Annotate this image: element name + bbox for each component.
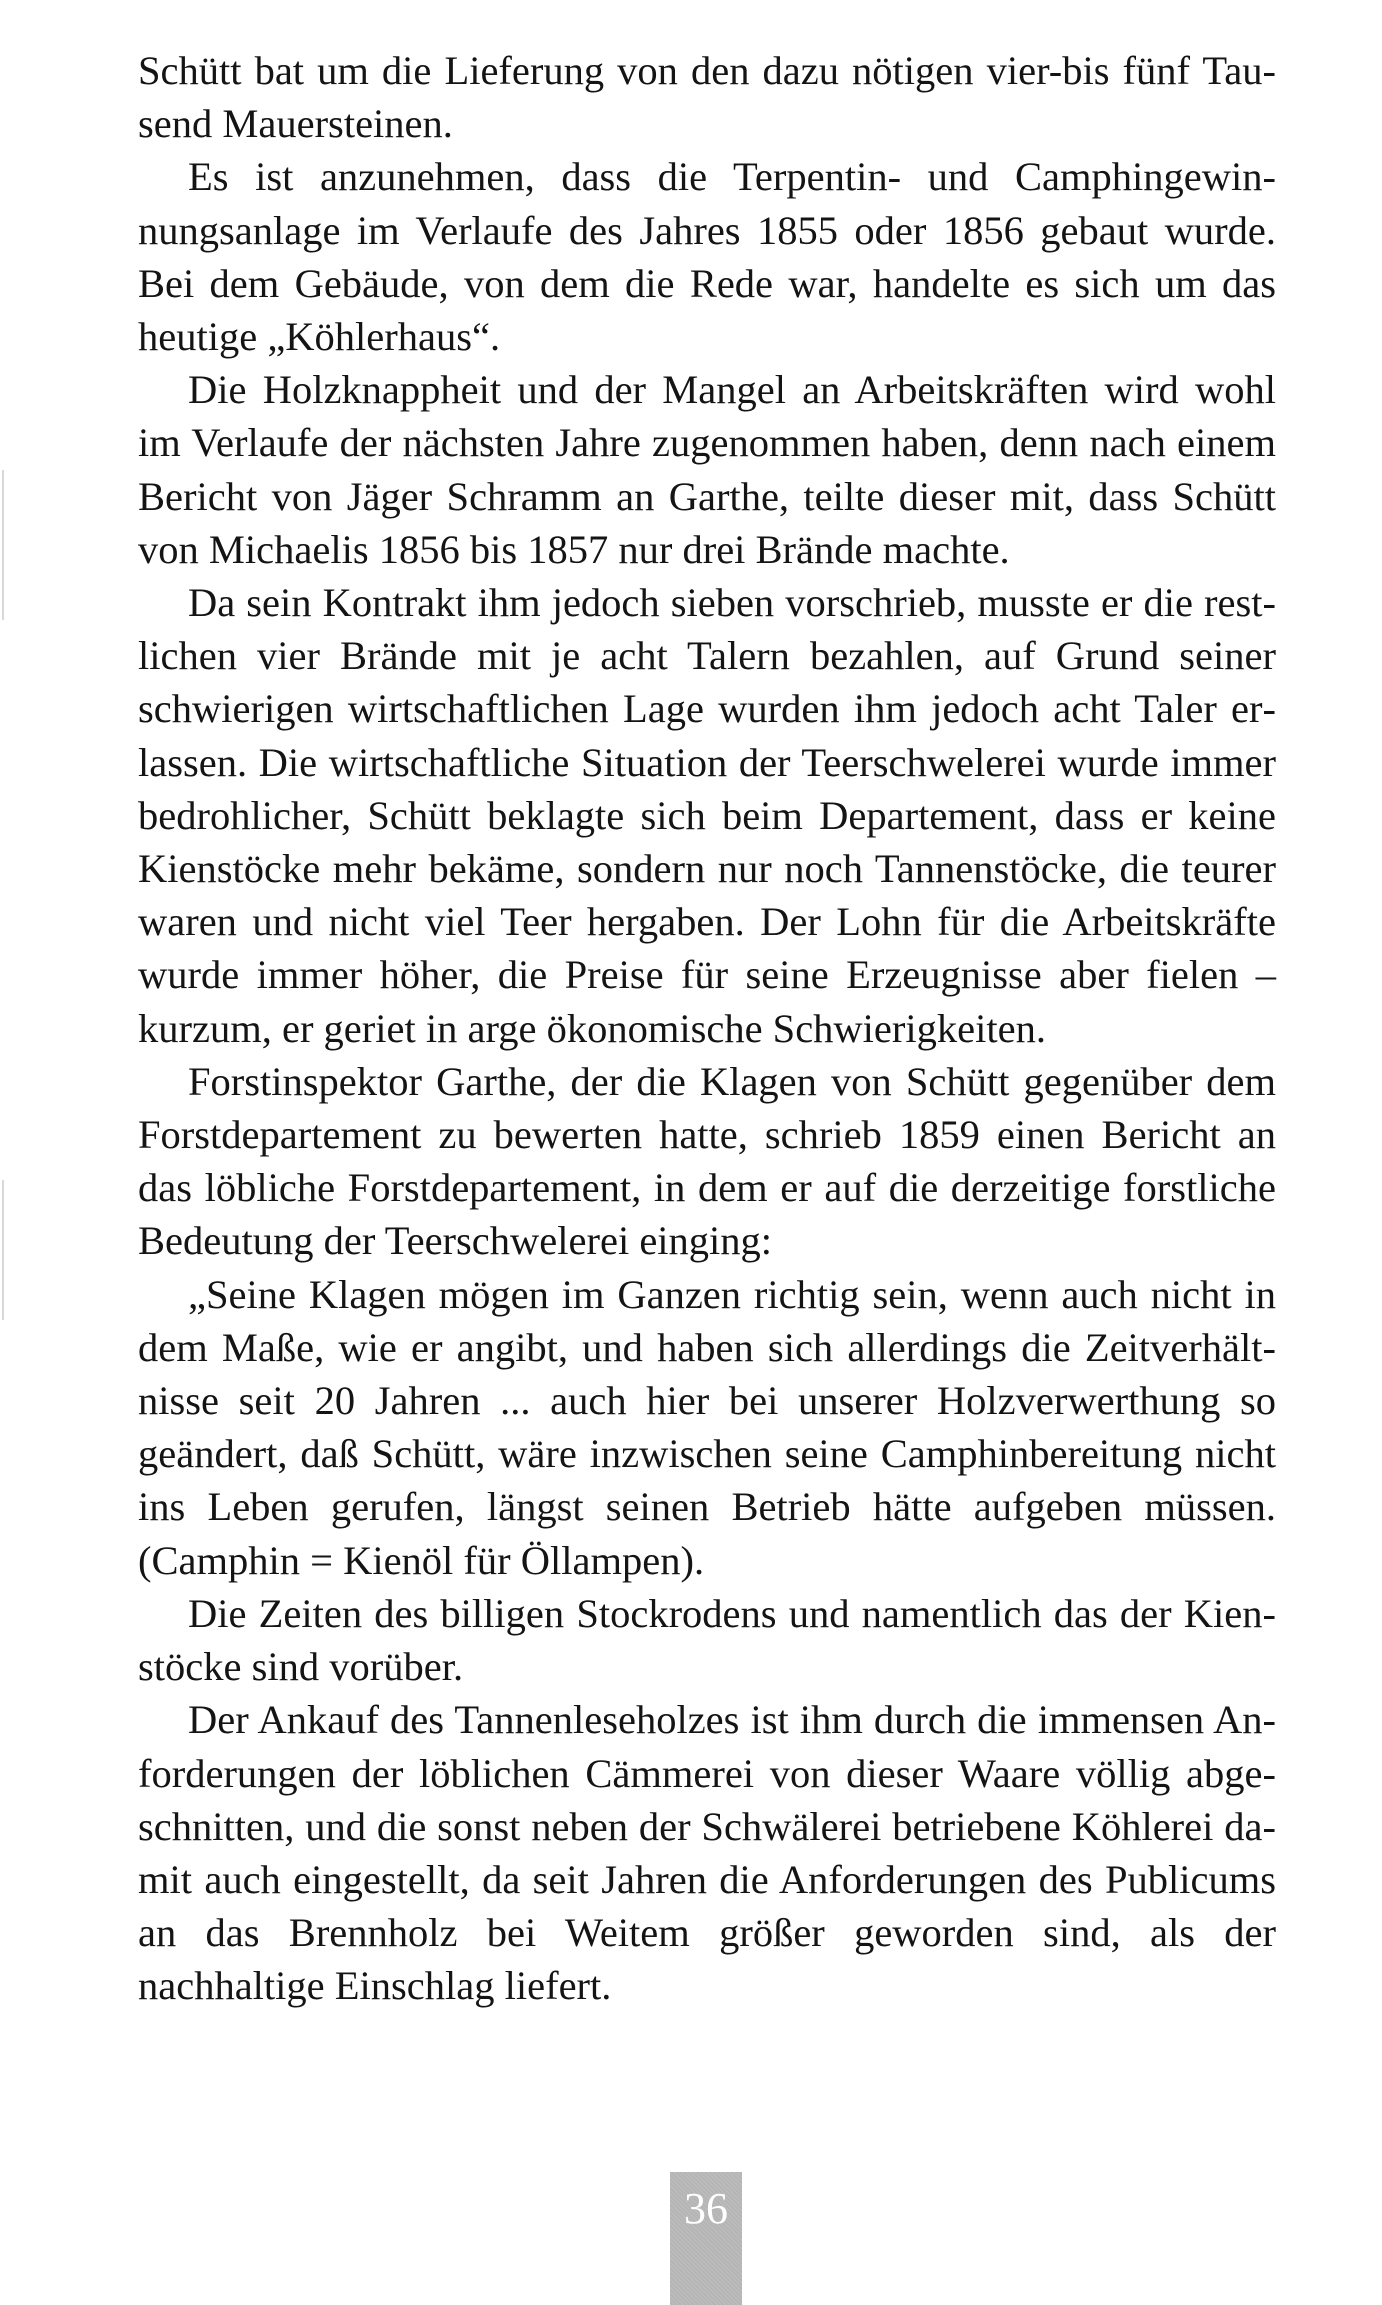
paragraph-6-quote: „Seine Klagen mögen im Ganzen richtig sein, wenn auch nicht in dem Maße, wie er angibt, und haben sich allerdings die Zeitverhältnisse seit 20 Jahren ... auch hier bei unserer Holzverwerthung so geändert, daß Schütt, wäre inzwischen seine Camphinbereitung nicht ins Leben gerufen, längst seinen Betrieb hätte aufgeben müssen.(Camphin = Kienöl für Öllampen). [138,1271,1276,1583]
scan-edge-mark [2,1180,4,1320]
paragraph-7: Die Zeiten des billigen Stockrodens und namentlich das der Kienstöcke sind vorüber. [138,1590,1276,1690]
paragraph-4: Da sein Kontrakt ihm jedoch sieben vorschrieb, musste er die restlichen vier Brände mit je acht Talern bezahlen, auf Grund seiner schwierigen wirtschaftlichen Lage wurden ihm jedoch acht Taler erlassen. Die wirtschaftliche Situation der Teerschwelerei wurde immer bedrohlicher, Schütt beklagte sich beim Departement, dass er keine Kienstöcke mehr bekäme, sondern nur noch Tannenstöcke, die teurer waren und nicht viel Teer hergaben. Der Lohn für die Arbeitskräfte wurde immer höher, die Preise für seine Erzeugnisse aber fielen – kurzum, er geriet in arge ökonomische Schwierigkeiten. [138,580,1276,1051]
paragraph-2: Es ist anzunehmen, dass die Terpentin- und Camphingewinnungsanlage im Verlaufe des Jahres 1855 oder 1856 gebaut wurde. Bei dem Gebäude, von dem die Rede war, handelte es sich um das heutige „Köhlerhaus“. [138,154,1276,360]
paragraph-5: Forstinspektor Garthe, der die Klagen von Schütt gegenüber dem Forstdepartement zu bewerten hatte, schrieb 1859 einen Bericht an das löbliche Forstdepartement, in dem er auf die derzeitige forstliche Bedeutung der Teerschwelerei einging: [138,1058,1276,1264]
paragraph-1: Schütt bat um die Lieferung von den dazu nötigen vier-bis fünf Tausend Mauersteinen. [138,48,1276,147]
page-number: 36 [684,2184,728,2233]
paragraph-8: Der Ankauf des Tannenleseholzes ist ihm durch die immensen Anforderungen der löblichen Cämmerei von dieser Waare völlig abgeschnitten, und die sonst neben der Schwälerei betriebene Köhlerei damit auch eingestellt, da seit Jahren die Anforderungen des Publicums an das Brennholz bei Weitem größer geworden sind, als der nachhaltige Einschlag liefert. [138,1697,1276,2009]
body-text [138,44,1276,2013]
paragraph-3: Die Holzknappheit und der Mangel an Arbeitskräften wird wohl im Verlaufe der nächsten Jahre zugenommen haben, denn nach einem Bericht von Jäger Schramm an Garthe, teilte dieser mit, dass Schütt von Michaelis 1856 bis 1857 nur drei Brände machte. [138,367,1276,572]
scan-edge-mark [2,470,4,620]
page-number-tab [670,2172,742,2305]
